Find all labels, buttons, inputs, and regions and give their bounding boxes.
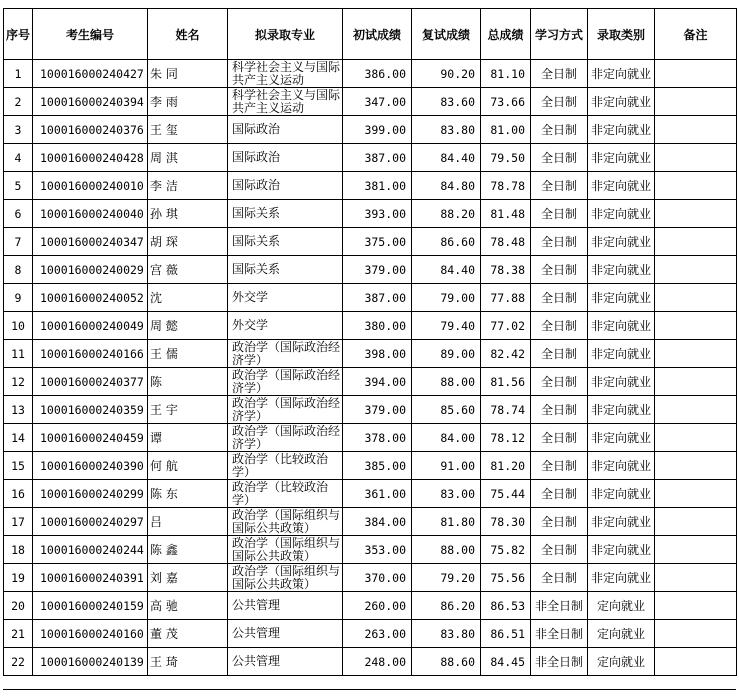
cell-serial: 19: [4, 564, 33, 592]
cell-serial: 18: [4, 536, 33, 564]
cell-name: 何 航: [148, 452, 228, 480]
cell-study-mode: 全日制: [531, 340, 588, 368]
cell-major: 国际关系: [228, 228, 343, 256]
cell-major: 国际关系: [228, 200, 343, 228]
cell-name: 高 驰: [148, 592, 228, 620]
cell-major: 公共管理: [228, 620, 343, 648]
cell-initial-score: 387.00: [343, 284, 412, 312]
cell-study-mode: 全日制: [531, 284, 588, 312]
table-row: [4, 648, 737, 676]
cell-retest-score: 89.00: [412, 340, 481, 368]
cell-initial-score: 380.00: [343, 312, 412, 340]
cell-retest-score: 83.60: [412, 88, 481, 116]
cell-initial-score: 379.00: [343, 256, 412, 284]
cell-total-score: 75.44: [481, 480, 531, 508]
table-row: [4, 592, 737, 620]
cell-note: [655, 452, 737, 480]
cell-exam-id: 100016000240010: [33, 172, 148, 200]
cell-name: 胡 琛: [148, 228, 228, 256]
cell-name: 李 雨: [148, 88, 228, 116]
cell-retest-score: 83.80: [412, 620, 481, 648]
cell-retest-score: 83.80: [412, 116, 481, 144]
cell-note: [655, 284, 737, 312]
cell-study-mode: 全日制: [531, 564, 588, 592]
header-serial: 序号: [4, 9, 33, 60]
cell-study-mode: 全日制: [531, 228, 588, 256]
cell-serial: 1: [4, 60, 33, 88]
cell-note: [655, 424, 737, 452]
header-total-score: 总成绩: [481, 9, 531, 60]
cell-major: 政治学（国际政治经济学）: [228, 424, 343, 452]
cell-retest-score: 84.80: [412, 172, 481, 200]
table-row: [4, 200, 737, 228]
cell-name: 王 儒: [148, 340, 228, 368]
cell-retest-score: 88.20: [412, 200, 481, 228]
cell-retest-score: 84.40: [412, 144, 481, 172]
cell-category: 非定向就业: [588, 88, 655, 116]
cell-serial: 10: [4, 312, 33, 340]
cell-study-mode: 全日制: [531, 116, 588, 144]
cell-category: 非定向就业: [588, 452, 655, 480]
cell-exam-id: 100016000240040: [33, 200, 148, 228]
cell-serial: 15: [4, 452, 33, 480]
table-row: [4, 116, 737, 144]
cell-category: 非定向就业: [588, 424, 655, 452]
cell-initial-score: 386.00: [343, 60, 412, 88]
cell-total-score: 78.78: [481, 172, 531, 200]
header-category: 录取类别: [588, 9, 655, 60]
cell-category: 非定向就业: [588, 172, 655, 200]
cell-initial-score: 385.00: [343, 452, 412, 480]
cell-major: 外交学: [228, 284, 343, 312]
table-row: [4, 508, 737, 536]
cell-note: [655, 200, 737, 228]
cell-study-mode: 全日制: [531, 536, 588, 564]
cell-note: [655, 368, 737, 396]
header-note: 备注: [655, 9, 737, 60]
table-row: [4, 88, 737, 116]
cell-name: 陈: [148, 368, 228, 396]
cell-exam-id: 100016000240052: [33, 284, 148, 312]
cell-note: [655, 88, 737, 116]
cell-category: 非定向就业: [588, 60, 655, 88]
cell-note: [655, 60, 737, 88]
cell-initial-score: 381.00: [343, 172, 412, 200]
cell-name: 孙 琪: [148, 200, 228, 228]
cell-major: 科学社会主义与国际共产主义运动: [228, 88, 343, 116]
cell-retest-score: 88.00: [412, 368, 481, 396]
cell-total-score: 86.51: [481, 620, 531, 648]
cell-serial: 12: [4, 368, 33, 396]
cell-total-score: 78.48: [481, 228, 531, 256]
cell-name: 朱 同: [148, 60, 228, 88]
cell-major: 国际关系: [228, 256, 343, 284]
cell-serial: 13: [4, 396, 33, 424]
cell-major: 外交学: [228, 312, 343, 340]
cell-exam-id: 100016000240244: [33, 536, 148, 564]
cell-study-mode: 全日制: [531, 88, 588, 116]
cell-exam-id: 100016000240299: [33, 480, 148, 508]
cell-name: 陈 东: [148, 480, 228, 508]
cell-major: 政治学（国际组织与国际公共政策）: [228, 508, 343, 536]
cell-study-mode: 全日制: [531, 452, 588, 480]
cell-retest-score: 86.20: [412, 592, 481, 620]
cell-major: 政治学（国际组织与国际公共政策）: [228, 536, 343, 564]
cell-retest-score: 79.40: [412, 312, 481, 340]
cell-initial-score: 394.00: [343, 368, 412, 396]
cell-serial: 17: [4, 508, 33, 536]
table-row: [4, 60, 737, 88]
cell-initial-score: 398.00: [343, 340, 412, 368]
cell-study-mode: 全日制: [531, 368, 588, 396]
cell-major: 国际政治: [228, 144, 343, 172]
cell-study-mode: 全日制: [531, 424, 588, 452]
cell-note: [655, 116, 737, 144]
cell-total-score: 75.82: [481, 536, 531, 564]
cell-category: 非定向就业: [588, 200, 655, 228]
cell-exam-id: 100016000240029: [33, 256, 148, 284]
cell-serial: 2: [4, 88, 33, 116]
header-retest-score: 复试成绩: [412, 9, 481, 60]
cell-initial-score: 378.00: [343, 424, 412, 452]
cell-initial-score: 361.00: [343, 480, 412, 508]
cell-serial: 21: [4, 620, 33, 648]
cell-exam-id: 100016000240394: [33, 88, 148, 116]
cell-category: 非定向就业: [588, 536, 655, 564]
cell-initial-score: 248.00: [343, 648, 412, 676]
cell-retest-score: 83.00: [412, 480, 481, 508]
cell-category: 非定向就业: [588, 284, 655, 312]
table-row: [4, 424, 737, 452]
cell-major: 政治学（国际政治经济学）: [228, 396, 343, 424]
cell-study-mode: 全日制: [531, 256, 588, 284]
cell-note: [655, 228, 737, 256]
table-row: [4, 172, 737, 200]
cell-note: [655, 648, 737, 676]
cell-serial: 14: [4, 424, 33, 452]
cell-note: [655, 312, 737, 340]
cell-exam-id: 100016000240359: [33, 396, 148, 424]
cell-study-mode: 非全日制: [531, 592, 588, 620]
table-row: [4, 480, 737, 508]
cell-exam-id: 100016000240391: [33, 564, 148, 592]
cell-study-mode: 全日制: [531, 312, 588, 340]
cell-category: 非定向就业: [588, 508, 655, 536]
cell-category: 非定向就业: [588, 480, 655, 508]
cell-exam-id: 100016000240166: [33, 340, 148, 368]
cell-category: 非定向就业: [588, 368, 655, 396]
cell-initial-score: 260.00: [343, 592, 412, 620]
cell-major: 政治学（比较政治学）: [228, 452, 343, 480]
cell-total-score: 86.53: [481, 592, 531, 620]
cell-study-mode: 全日制: [531, 480, 588, 508]
cell-total-score: 78.38: [481, 256, 531, 284]
cell-name: 王 宇: [148, 396, 228, 424]
cell-serial: 9: [4, 284, 33, 312]
cell-serial: 6: [4, 200, 33, 228]
cell-major: 公共管理: [228, 592, 343, 620]
cell-category: 非定向就业: [588, 256, 655, 284]
cell-major: 政治学（国际政治经济学）: [228, 368, 343, 396]
cell-major: 政治学（国际政治经济学）: [228, 340, 343, 368]
cell-note: [655, 340, 737, 368]
cell-study-mode: 全日制: [531, 144, 588, 172]
cell-total-score: 81.20: [481, 452, 531, 480]
cell-category: 非定向就业: [588, 116, 655, 144]
table-row: [4, 340, 737, 368]
cell-major: 公共管理: [228, 648, 343, 676]
cell-total-score: 78.12: [481, 424, 531, 452]
cell-category: 定向就业: [588, 620, 655, 648]
cell-study-mode: 全日制: [531, 172, 588, 200]
cell-total-score: 77.88: [481, 284, 531, 312]
cell-exam-id: 100016000240297: [33, 508, 148, 536]
cell-category: 非定向就业: [588, 396, 655, 424]
cell-retest-score: 88.60: [412, 648, 481, 676]
header-major: 拟录取专业: [228, 9, 343, 60]
table-row: [4, 256, 737, 284]
cell-note: [655, 508, 737, 536]
cell-initial-score: 353.00: [343, 536, 412, 564]
cell-category: 非定向就业: [588, 564, 655, 592]
cell-note: [655, 144, 737, 172]
table-row: [4, 368, 737, 396]
cell-retest-score: 85.60: [412, 396, 481, 424]
cell-note: [655, 256, 737, 284]
cell-initial-score: 375.00: [343, 228, 412, 256]
cell-exam-id: 100016000240347: [33, 228, 148, 256]
cell-retest-score: 84.40: [412, 256, 481, 284]
cell-serial: 4: [4, 144, 33, 172]
table-row: [4, 396, 737, 424]
cell-name: 陈 鑫: [148, 536, 228, 564]
cell-serial: 5: [4, 172, 33, 200]
cell-study-mode: 全日制: [531, 396, 588, 424]
cell-total-score: 81.10: [481, 60, 531, 88]
cell-serial: 7: [4, 228, 33, 256]
cell-initial-score: 387.00: [343, 144, 412, 172]
cell-initial-score: 384.00: [343, 508, 412, 536]
table-row: [4, 536, 737, 564]
cell-total-score: 77.02: [481, 312, 531, 340]
cell-study-mode: 非全日制: [531, 648, 588, 676]
cell-initial-score: 347.00: [343, 88, 412, 116]
cell-total-score: 73.66: [481, 88, 531, 116]
cell-serial: 11: [4, 340, 33, 368]
cell-name: 周 淇: [148, 144, 228, 172]
cell-total-score: 82.42: [481, 340, 531, 368]
cell-category: 非定向就业: [588, 312, 655, 340]
table-row: [4, 284, 737, 312]
cell-study-mode: 全日制: [531, 60, 588, 88]
cell-initial-score: 379.00: [343, 396, 412, 424]
cell-retest-score: 91.00: [412, 452, 481, 480]
table-row: [4, 228, 737, 256]
cell-note: [655, 396, 737, 424]
header-study-mode: 学习方式: [531, 9, 588, 60]
cell-retest-score: 81.80: [412, 508, 481, 536]
cell-initial-score: 393.00: [343, 200, 412, 228]
cell-serial: 22: [4, 648, 33, 676]
cell-study-mode: 非全日制: [531, 620, 588, 648]
cell-name: 沈: [148, 284, 228, 312]
cell-total-score: 79.50: [481, 144, 531, 172]
cell-name: 吕: [148, 508, 228, 536]
cell-note: [655, 564, 737, 592]
header-initial-score: 初试成绩: [343, 9, 412, 60]
cell-note: [655, 172, 737, 200]
cell-initial-score: 370.00: [343, 564, 412, 592]
cell-total-score: 81.00: [481, 116, 531, 144]
cell-serial: 3: [4, 116, 33, 144]
cell-name: 董 茂: [148, 620, 228, 648]
cell-category: 非定向就业: [588, 144, 655, 172]
cell-total-score: 78.30: [481, 508, 531, 536]
cell-name: 李 洁: [148, 172, 228, 200]
cell-exam-id: 100016000240427: [33, 60, 148, 88]
cell-name: 刘 嘉: [148, 564, 228, 592]
cell-serial: 20: [4, 592, 33, 620]
cell-exam-id: 100016000240160: [33, 620, 148, 648]
cell-retest-score: 79.20: [412, 564, 481, 592]
cell-retest-score: 79.00: [412, 284, 481, 312]
cell-total-score: 81.48: [481, 200, 531, 228]
table-row: [4, 312, 737, 340]
cell-category: 非定向就业: [588, 228, 655, 256]
cell-exam-id: 100016000240390: [33, 452, 148, 480]
cell-study-mode: 全日制: [531, 200, 588, 228]
cell-initial-score: 263.00: [343, 620, 412, 648]
header-row: [4, 9, 737, 60]
cell-category: 定向就业: [588, 592, 655, 620]
cell-category: 定向就业: [588, 648, 655, 676]
cell-major: 科学社会主义与国际共产主义运动: [228, 60, 343, 88]
cell-note: [655, 480, 737, 508]
table-row: [4, 144, 737, 172]
cell-retest-score: 90.20: [412, 60, 481, 88]
cell-retest-score: 88.00: [412, 536, 481, 564]
cell-exam-id: 100016000240459: [33, 424, 148, 452]
cell-total-score: 75.56: [481, 564, 531, 592]
cell-name: 王 琦: [148, 648, 228, 676]
header-name: 姓名: [148, 9, 228, 60]
cell-exam-id: 100016000240159: [33, 592, 148, 620]
cell-total-score: 84.45: [481, 648, 531, 676]
cell-serial: 16: [4, 480, 33, 508]
cell-note: [655, 592, 737, 620]
cell-retest-score: 86.60: [412, 228, 481, 256]
cell-study-mode: 全日制: [531, 508, 588, 536]
table-row: [4, 620, 737, 648]
cell-name: 王 玺: [148, 116, 228, 144]
cell-initial-score: 399.00: [343, 116, 412, 144]
cell-exam-id: 100016000240428: [33, 144, 148, 172]
cell-exam-id: 100016000240376: [33, 116, 148, 144]
cell-exam-id: 100016000240377: [33, 368, 148, 396]
cell-total-score: 78.74: [481, 396, 531, 424]
cell-total-score: 81.56: [481, 368, 531, 396]
cell-major: 政治学（比较政治学）: [228, 480, 343, 508]
cell-category: 非定向就业: [588, 340, 655, 368]
cell-major: 政治学（国际组织与国际公共政策）: [228, 564, 343, 592]
cell-note: [655, 536, 737, 564]
header-exam-id: 考生编号: [33, 9, 148, 60]
cell-name: 谭: [148, 424, 228, 452]
cell-serial: 8: [4, 256, 33, 284]
cell-note: [655, 620, 737, 648]
cell-name: 周 懿: [148, 312, 228, 340]
table-row: [4, 564, 737, 592]
cell-exam-id: 100016000240139: [33, 648, 148, 676]
cell-exam-id: 100016000240049: [33, 312, 148, 340]
table-row: [4, 452, 737, 480]
cell-name: 宫 薇: [148, 256, 228, 284]
cell-retest-score: 84.00: [412, 424, 481, 452]
cell-major: 国际政治: [228, 116, 343, 144]
cell-major: 国际政治: [228, 172, 343, 200]
admission-table: [3, 8, 737, 676]
